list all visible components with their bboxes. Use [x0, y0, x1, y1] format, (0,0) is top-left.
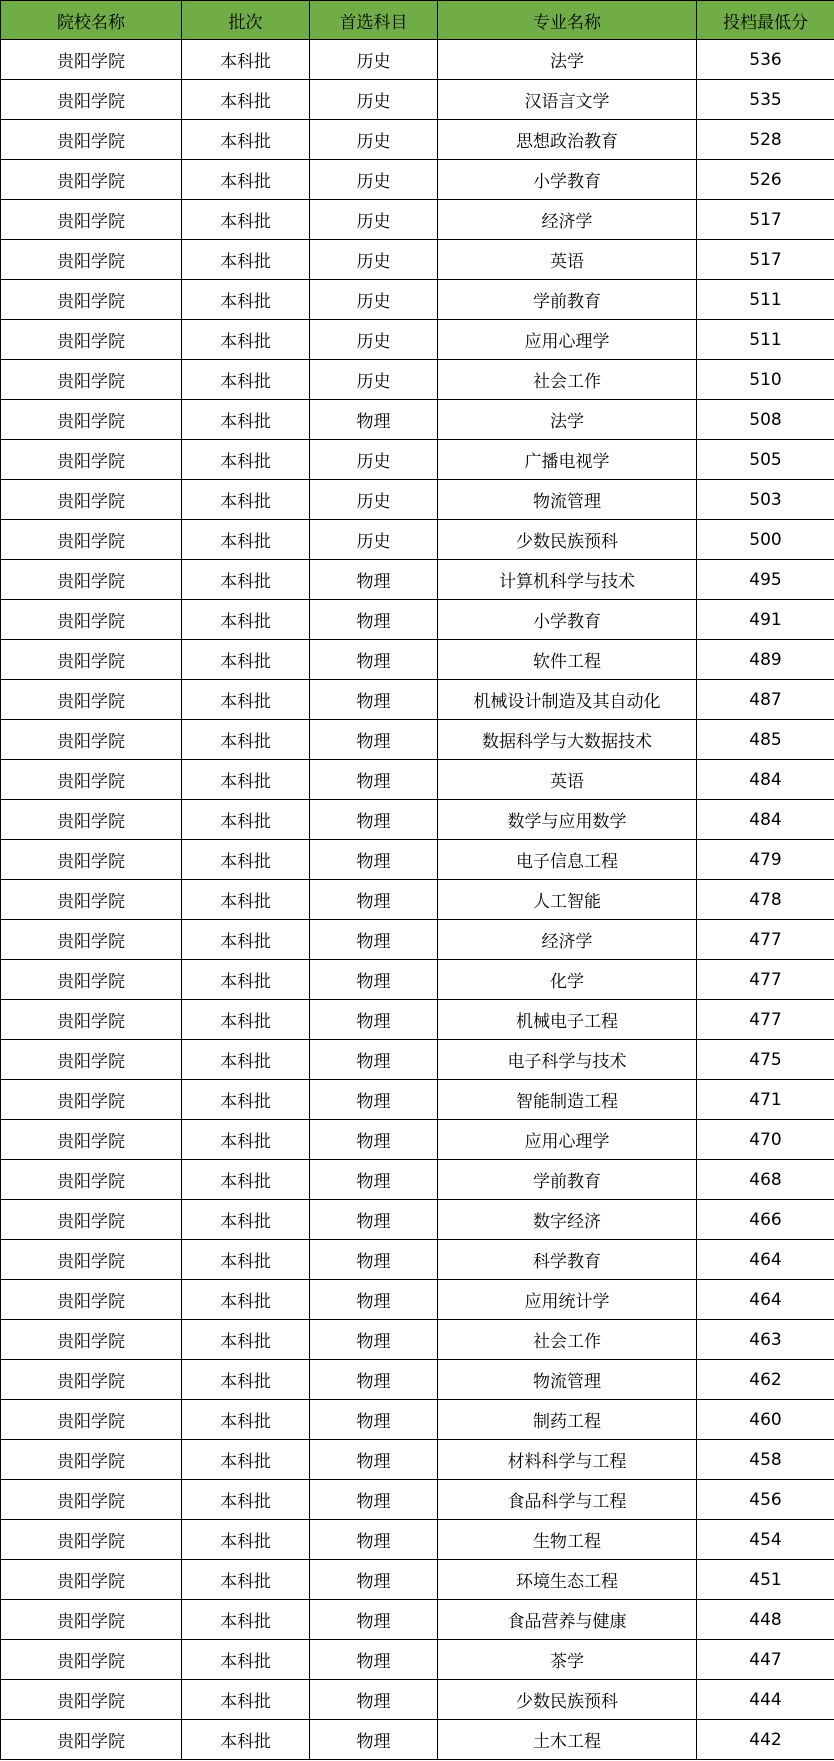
cell-subject: 历史 [310, 520, 438, 560]
cell-major: 应用统计学 [438, 1280, 697, 1320]
cell-subject: 物理 [310, 840, 438, 880]
table-row [1, 720, 834, 760]
cell-batch: 本科批 [182, 240, 310, 280]
cell-batch: 本科批 [182, 760, 310, 800]
header-row [1, 1, 834, 40]
cell-school: 贵阳学院 [1, 400, 182, 440]
cell-batch: 本科批 [182, 1080, 310, 1120]
cell-major: 物流管理 [438, 480, 697, 520]
cell-school: 贵阳学院 [1, 1320, 182, 1360]
cell-batch: 本科批 [182, 1480, 310, 1520]
cell-min-score: 447 [697, 1640, 834, 1680]
table-row [1, 1400, 834, 1440]
table-row [1, 1720, 834, 1760]
cell-subject: 物理 [310, 1360, 438, 1400]
cell-major: 法学 [438, 400, 697, 440]
cell-min-score: 477 [697, 960, 834, 1000]
cell-batch: 本科批 [182, 280, 310, 320]
cell-subject: 物理 [310, 680, 438, 720]
cell-min-score: 479 [697, 840, 834, 880]
cell-major: 计算机科学与技术 [438, 560, 697, 600]
cell-subject: 物理 [310, 760, 438, 800]
cell-major: 应用心理学 [438, 320, 697, 360]
table-row [1, 520, 834, 560]
cell-school: 贵阳学院 [1, 880, 182, 920]
cell-school: 贵阳学院 [1, 160, 182, 200]
table-row [1, 1240, 834, 1280]
table-row [1, 960, 834, 1000]
cell-major: 汉语言文学 [438, 80, 697, 120]
cell-min-score: 500 [697, 520, 834, 560]
cell-batch: 本科批 [182, 120, 310, 160]
cell-major: 环境生态工程 [438, 1560, 697, 1600]
table-row [1, 40, 834, 80]
cell-batch: 本科批 [182, 1160, 310, 1200]
cell-school: 贵阳学院 [1, 1680, 182, 1720]
cell-batch: 本科批 [182, 40, 310, 80]
cell-school: 贵阳学院 [1, 1160, 182, 1200]
table-row [1, 1320, 834, 1360]
cell-subject: 历史 [310, 440, 438, 480]
cell-major: 电子科学与技术 [438, 1040, 697, 1080]
table-row [1, 1640, 834, 1680]
cell-batch: 本科批 [182, 1360, 310, 1400]
cell-school: 贵阳学院 [1, 1720, 182, 1760]
cell-batch: 本科批 [182, 1240, 310, 1280]
cell-school: 贵阳学院 [1, 960, 182, 1000]
cell-major: 土木工程 [438, 1720, 697, 1760]
cell-batch: 本科批 [182, 1560, 310, 1600]
cell-school: 贵阳学院 [1, 120, 182, 160]
cell-major: 社会工作 [438, 1320, 697, 1360]
cell-major: 化学 [438, 960, 697, 1000]
cell-subject: 历史 [310, 320, 438, 360]
cell-major: 制药工程 [438, 1400, 697, 1440]
table-row [1, 1600, 834, 1640]
cell-batch: 本科批 [182, 1280, 310, 1320]
cell-min-score: 508 [697, 400, 834, 440]
cell-subject: 物理 [310, 1400, 438, 1440]
cell-subject: 物理 [310, 1480, 438, 1520]
cell-subject: 物理 [310, 1120, 438, 1160]
cell-min-score: 489 [697, 640, 834, 680]
table-row [1, 80, 834, 120]
cell-subject: 物理 [310, 1560, 438, 1600]
cell-school: 贵阳学院 [1, 200, 182, 240]
cell-school: 贵阳学院 [1, 240, 182, 280]
cell-school: 贵阳学院 [1, 440, 182, 480]
table-row [1, 840, 834, 880]
table-row [1, 280, 834, 320]
cell-school: 贵阳学院 [1, 680, 182, 720]
table-body [1, 40, 834, 1760]
cell-school: 贵阳学院 [1, 1480, 182, 1520]
cell-batch: 本科批 [182, 1440, 310, 1480]
cell-major: 小学教育 [438, 600, 697, 640]
cell-school: 贵阳学院 [1, 1040, 182, 1080]
cell-min-score: 477 [697, 1000, 834, 1040]
cell-major: 材料科学与工程 [438, 1440, 697, 1480]
cell-min-score: 460 [697, 1400, 834, 1440]
cell-min-score: 491 [697, 600, 834, 640]
cell-school: 贵阳学院 [1, 1440, 182, 1480]
table-row [1, 1480, 834, 1520]
table-row [1, 600, 834, 640]
cell-batch: 本科批 [182, 1680, 310, 1720]
table-row [1, 1360, 834, 1400]
table-row [1, 1440, 834, 1480]
cell-subject: 历史 [310, 240, 438, 280]
cell-batch: 本科批 [182, 880, 310, 920]
cell-batch: 本科批 [182, 80, 310, 120]
cell-min-score: 535 [697, 80, 834, 120]
cell-min-score: 462 [697, 1360, 834, 1400]
cell-school: 贵阳学院 [1, 760, 182, 800]
cell-batch: 本科批 [182, 360, 310, 400]
cell-school: 贵阳学院 [1, 80, 182, 120]
table-row [1, 1160, 834, 1200]
cell-subject: 历史 [310, 160, 438, 200]
cell-major: 茶学 [438, 1640, 697, 1680]
cell-subject: 物理 [310, 920, 438, 960]
table-row [1, 120, 834, 160]
cell-subject: 物理 [310, 960, 438, 1000]
cell-min-score: 517 [697, 200, 834, 240]
cell-batch: 本科批 [182, 1600, 310, 1640]
cell-batch: 本科批 [182, 160, 310, 200]
cell-min-score: 477 [697, 920, 834, 960]
cell-batch: 本科批 [182, 320, 310, 360]
table-row [1, 880, 834, 920]
cell-school: 贵阳学院 [1, 280, 182, 320]
table-row [1, 1560, 834, 1600]
cell-subject: 历史 [310, 120, 438, 160]
cell-min-score: 526 [697, 160, 834, 200]
cell-batch: 本科批 [182, 1120, 310, 1160]
table-row [1, 200, 834, 240]
column-header-major: 专业名称 [438, 1, 697, 40]
cell-school: 贵阳学院 [1, 1240, 182, 1280]
table-row [1, 320, 834, 360]
cell-school: 贵阳学院 [1, 320, 182, 360]
cell-school: 贵阳学院 [1, 1600, 182, 1640]
table-row [1, 160, 834, 200]
cell-subject: 物理 [310, 400, 438, 440]
table-row [1, 1680, 834, 1720]
cell-min-score: 511 [697, 320, 834, 360]
cell-batch: 本科批 [182, 1040, 310, 1080]
cell-batch: 本科批 [182, 640, 310, 680]
table-row [1, 760, 834, 800]
cell-min-score: 511 [697, 280, 834, 320]
cell-major: 学前教育 [438, 1160, 697, 1200]
cell-school: 贵阳学院 [1, 600, 182, 640]
cell-min-score: 505 [697, 440, 834, 480]
table-row [1, 560, 834, 600]
cell-subject: 物理 [310, 1720, 438, 1760]
cell-school: 贵阳学院 [1, 1200, 182, 1240]
table-row [1, 800, 834, 840]
cell-major: 食品营养与健康 [438, 1600, 697, 1640]
table-row [1, 400, 834, 440]
cell-subject: 物理 [310, 800, 438, 840]
cell-batch: 本科批 [182, 200, 310, 240]
column-header-school: 院校名称 [1, 1, 182, 40]
cell-major: 少数民族预科 [438, 520, 697, 560]
cell-school: 贵阳学院 [1, 800, 182, 840]
cell-subject: 物理 [310, 1600, 438, 1640]
column-header-batch: 批次 [182, 1, 310, 40]
cell-major: 小学教育 [438, 160, 697, 200]
cell-major: 数学与应用数学 [438, 800, 697, 840]
cell-min-score: 487 [697, 680, 834, 720]
cell-subject: 历史 [310, 360, 438, 400]
cell-min-score: 475 [697, 1040, 834, 1080]
cell-min-score: 466 [697, 1200, 834, 1240]
cell-major: 数字经济 [438, 1200, 697, 1240]
cell-min-score: 458 [697, 1440, 834, 1480]
cell-min-score: 454 [697, 1520, 834, 1560]
cell-subject: 物理 [310, 1000, 438, 1040]
cell-subject: 物理 [310, 1080, 438, 1120]
column-header-min-score: 投档最低分 [697, 1, 834, 40]
cell-batch: 本科批 [182, 1200, 310, 1240]
cell-min-score: 484 [697, 760, 834, 800]
cell-batch: 本科批 [182, 400, 310, 440]
cell-school: 贵阳学院 [1, 1280, 182, 1320]
cell-batch: 本科批 [182, 920, 310, 960]
cell-subject: 历史 [310, 40, 438, 80]
cell-major: 物流管理 [438, 1360, 697, 1400]
cell-subject: 物理 [310, 1200, 438, 1240]
cell-school: 贵阳学院 [1, 840, 182, 880]
cell-major: 少数民族预科 [438, 1680, 697, 1720]
cell-school: 贵阳学院 [1, 480, 182, 520]
cell-batch: 本科批 [182, 720, 310, 760]
table-row [1, 1080, 834, 1120]
cell-major: 智能制造工程 [438, 1080, 697, 1120]
cell-school: 贵阳学院 [1, 1000, 182, 1040]
cell-school: 贵阳学院 [1, 1560, 182, 1600]
table-row [1, 240, 834, 280]
cell-major: 机械设计制造及其自动化 [438, 680, 697, 720]
cell-min-score: 464 [697, 1280, 834, 1320]
cell-min-score: 448 [697, 1600, 834, 1640]
cell-major: 数据科学与大数据技术 [438, 720, 697, 760]
cell-subject: 物理 [310, 560, 438, 600]
cell-major: 科学教育 [438, 1240, 697, 1280]
cell-min-score: 495 [697, 560, 834, 600]
cell-batch: 本科批 [182, 840, 310, 880]
cell-min-score: 456 [697, 1480, 834, 1520]
cell-batch: 本科批 [182, 1520, 310, 1560]
cell-school: 贵阳学院 [1, 360, 182, 400]
table-row [1, 1120, 834, 1160]
cell-batch: 本科批 [182, 1320, 310, 1360]
cell-major: 经济学 [438, 200, 697, 240]
cell-school: 贵阳学院 [1, 1640, 182, 1680]
cell-school: 贵阳学院 [1, 520, 182, 560]
cell-major: 社会工作 [438, 360, 697, 400]
cell-batch: 本科批 [182, 480, 310, 520]
cell-min-score: 510 [697, 360, 834, 400]
cell-subject: 物理 [310, 1040, 438, 1080]
cell-subject: 历史 [310, 480, 438, 520]
cell-min-score: 463 [697, 1320, 834, 1360]
cell-school: 贵阳学院 [1, 1520, 182, 1560]
cell-major: 英语 [438, 240, 697, 280]
cell-school: 贵阳学院 [1, 40, 182, 80]
cell-subject: 物理 [310, 1440, 438, 1480]
cell-school: 贵阳学院 [1, 1360, 182, 1400]
table-row [1, 1040, 834, 1080]
cell-major: 广播电视学 [438, 440, 697, 480]
cell-major: 应用心理学 [438, 1120, 697, 1160]
cell-subject: 历史 [310, 80, 438, 120]
cell-min-score: 478 [697, 880, 834, 920]
cell-major: 电子信息工程 [438, 840, 697, 880]
cell-min-score: 468 [697, 1160, 834, 1200]
table-row [1, 1280, 834, 1320]
cell-school: 贵阳学院 [1, 560, 182, 600]
cell-subject: 物理 [310, 880, 438, 920]
cell-min-score: 464 [697, 1240, 834, 1280]
cell-school: 贵阳学院 [1, 1080, 182, 1120]
cell-batch: 本科批 [182, 1720, 310, 1760]
cell-subject: 历史 [310, 280, 438, 320]
cell-min-score: 528 [697, 120, 834, 160]
cell-batch: 本科批 [182, 440, 310, 480]
table-row [1, 360, 834, 400]
cell-school: 贵阳学院 [1, 1400, 182, 1440]
cell-batch: 本科批 [182, 1400, 310, 1440]
cell-subject: 物理 [310, 600, 438, 640]
cell-batch: 本科批 [182, 800, 310, 840]
cell-subject: 物理 [310, 1320, 438, 1360]
cell-major: 英语 [438, 760, 697, 800]
cell-school: 贵阳学院 [1, 640, 182, 680]
column-header-subject: 首选科目 [310, 1, 438, 40]
cell-batch: 本科批 [182, 1000, 310, 1040]
cell-major: 经济学 [438, 920, 697, 960]
cell-subject: 物理 [310, 1240, 438, 1280]
cell-subject: 历史 [310, 200, 438, 240]
cell-subject: 物理 [310, 1640, 438, 1680]
cell-subject: 物理 [310, 1280, 438, 1320]
cell-min-score: 470 [697, 1120, 834, 1160]
cell-major: 思想政治教育 [438, 120, 697, 160]
table-row [1, 1520, 834, 1560]
table-header [1, 1, 834, 40]
cell-subject: 物理 [310, 1520, 438, 1560]
cell-batch: 本科批 [182, 600, 310, 640]
cell-min-score: 485 [697, 720, 834, 760]
cell-school: 贵阳学院 [1, 920, 182, 960]
cell-batch: 本科批 [182, 680, 310, 720]
cell-major: 人工智能 [438, 880, 697, 920]
cell-batch: 本科批 [182, 520, 310, 560]
cell-batch: 本科批 [182, 1640, 310, 1680]
cell-major: 法学 [438, 40, 697, 80]
cell-major: 食品科学与工程 [438, 1480, 697, 1520]
cell-min-score: 442 [697, 1720, 834, 1760]
cell-min-score: 471 [697, 1080, 834, 1120]
table-row [1, 440, 834, 480]
cell-min-score: 444 [697, 1680, 834, 1720]
table-row [1, 920, 834, 960]
cell-subject: 物理 [310, 720, 438, 760]
table-row [1, 640, 834, 680]
cell-subject: 物理 [310, 1680, 438, 1720]
cell-major: 学前教育 [438, 280, 697, 320]
table-row [1, 1200, 834, 1240]
cell-batch: 本科批 [182, 960, 310, 1000]
cell-subject: 物理 [310, 1160, 438, 1200]
cell-min-score: 517 [697, 240, 834, 280]
cell-batch: 本科批 [182, 560, 310, 600]
cell-min-score: 451 [697, 1560, 834, 1600]
table-row [1, 1000, 834, 1040]
table-row [1, 680, 834, 720]
cell-major: 机械电子工程 [438, 1000, 697, 1040]
cell-min-score: 484 [697, 800, 834, 840]
cell-school: 贵阳学院 [1, 1120, 182, 1160]
cell-min-score: 503 [697, 480, 834, 520]
cell-major: 软件工程 [438, 640, 697, 680]
cell-min-score: 536 [697, 40, 834, 80]
table-row [1, 480, 834, 520]
cell-major: 生物工程 [438, 1520, 697, 1560]
cell-school: 贵阳学院 [1, 720, 182, 760]
cell-subject: 物理 [310, 640, 438, 680]
